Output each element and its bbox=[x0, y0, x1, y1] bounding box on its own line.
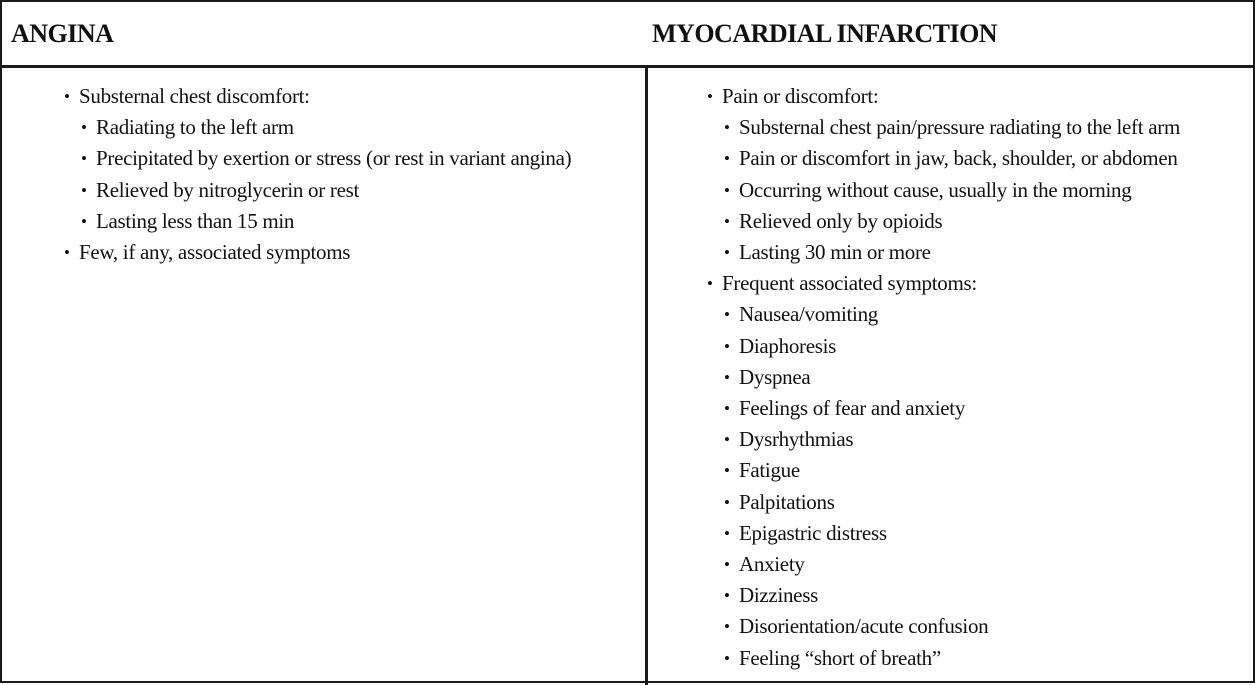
angina-column-body bbox=[64, 81, 571, 268]
list-item-text: Lasting less than 15 min bbox=[96, 208, 295, 233]
list-item-text: Dyspnea bbox=[739, 364, 811, 389]
sub-list-item bbox=[707, 112, 1180, 143]
myocardial-infarction-column-body bbox=[707, 81, 1180, 674]
angina-symptom-list bbox=[64, 81, 571, 268]
sub-list-item bbox=[707, 518, 1180, 549]
bullet-icon: • bbox=[724, 243, 730, 263]
bullet-icon: • bbox=[81, 211, 87, 231]
sub-list-item bbox=[64, 112, 571, 143]
bullet-icon: • bbox=[724, 367, 730, 387]
sub-list-item bbox=[707, 580, 1180, 611]
list-item-text: Substernal chest discomfort: bbox=[79, 84, 310, 108]
sub-list-item bbox=[707, 611, 1180, 642]
bullet-icon: • bbox=[707, 87, 713, 106]
bullet-icon: • bbox=[724, 461, 730, 481]
list-item-text: Disorientation/acute confusion bbox=[739, 614, 989, 639]
bullet-icon: • bbox=[724, 305, 730, 325]
sub-list-item bbox=[707, 143, 1180, 174]
list-item-text: Pain or discomfort: bbox=[722, 84, 879, 108]
sub-list-item bbox=[707, 331, 1180, 362]
table-header-row bbox=[2, 2, 1253, 68]
bullet-icon: • bbox=[724, 617, 730, 637]
sub-list-item bbox=[64, 175, 571, 206]
bullet-icon: • bbox=[724, 648, 730, 668]
list-item-text: Palpitations bbox=[739, 489, 835, 514]
bullet-icon: • bbox=[724, 336, 730, 356]
sub-list-item bbox=[707, 487, 1180, 518]
sub-list-item bbox=[707, 362, 1180, 393]
list-item-text: Relieved by nitroglycerin or rest bbox=[96, 177, 360, 202]
angina-column-title: ANGINA bbox=[11, 19, 114, 48]
sub-list-item bbox=[707, 237, 1180, 268]
list-item-text: Fatigue bbox=[739, 458, 800, 483]
list-item bbox=[64, 81, 571, 112]
list-item-text: Lasting 30 min or more bbox=[739, 240, 931, 265]
bullet-icon: • bbox=[724, 149, 730, 169]
list-item-text: Feeling “short of breath” bbox=[739, 645, 941, 670]
sub-list-item bbox=[707, 206, 1180, 237]
list-item-text: Relieved only by opioids bbox=[739, 208, 943, 233]
bullet-icon: • bbox=[81, 118, 87, 138]
list-item-text: Epigastric distress bbox=[739, 520, 887, 545]
list-item-text: Precipitated by exertion or stress (or rest in variant angina) bbox=[96, 146, 572, 171]
list-item-text: Diaphoresis bbox=[739, 333, 837, 358]
sub-list-item bbox=[707, 549, 1180, 580]
list-item-text: Substernal chest pain/pressure radiating to the left arm bbox=[739, 115, 1180, 140]
sub-list-item bbox=[707, 424, 1180, 455]
bullet-icon: • bbox=[707, 274, 713, 294]
mi-symptom-list bbox=[707, 81, 1180, 674]
bullet-icon: • bbox=[724, 555, 730, 575]
bullet-icon: • bbox=[724, 523, 730, 543]
list-item-text: Dizziness bbox=[739, 583, 818, 608]
list-item bbox=[707, 268, 1180, 299]
sub-list-item bbox=[64, 206, 571, 237]
bullet-icon: • bbox=[81, 149, 87, 169]
bullet-icon: • bbox=[724, 118, 730, 138]
list-item-text: Feelings of fear and anxiety bbox=[739, 396, 966, 421]
bullet-icon: • bbox=[724, 180, 730, 200]
bullet-icon: • bbox=[724, 211, 730, 231]
list-item-text: Nausea/vomiting bbox=[739, 302, 878, 327]
list-item-text: Occurring without cause, usually in the morning bbox=[739, 177, 1132, 202]
bullet-icon: • bbox=[724, 586, 730, 606]
sub-list-item bbox=[707, 455, 1180, 486]
sub-list-item bbox=[707, 393, 1180, 424]
list-item-text: Few, if any, associated symptoms bbox=[79, 240, 351, 265]
bullet-icon: • bbox=[724, 492, 730, 512]
list-item bbox=[707, 81, 1180, 112]
bullet-icon: • bbox=[724, 430, 730, 450]
bullet-icon: • bbox=[64, 243, 70, 263]
list-item-text: Radiating to the left arm bbox=[96, 115, 294, 140]
bullet-icon: • bbox=[81, 180, 87, 200]
column-divider bbox=[645, 68, 648, 685]
list-item-text: Anxiety bbox=[739, 552, 805, 577]
sub-list-item bbox=[707, 643, 1180, 674]
list-item-text: Dysrhythmias bbox=[739, 427, 854, 452]
list-item-text: Pain or discomfort in jaw, back, shoulder, or abdomen bbox=[739, 146, 1178, 171]
bullet-icon: • bbox=[724, 399, 730, 419]
sub-list-item bbox=[64, 143, 571, 174]
myocardial-infarction-column-title: MYOCARDIAL INFARCTION bbox=[652, 19, 998, 48]
sub-list-item bbox=[707, 299, 1180, 330]
list-item bbox=[64, 237, 571, 268]
sub-list-item bbox=[707, 175, 1180, 206]
bullet-icon: • bbox=[64, 87, 70, 106]
list-item-text: Frequent associated symptoms: bbox=[722, 271, 977, 296]
